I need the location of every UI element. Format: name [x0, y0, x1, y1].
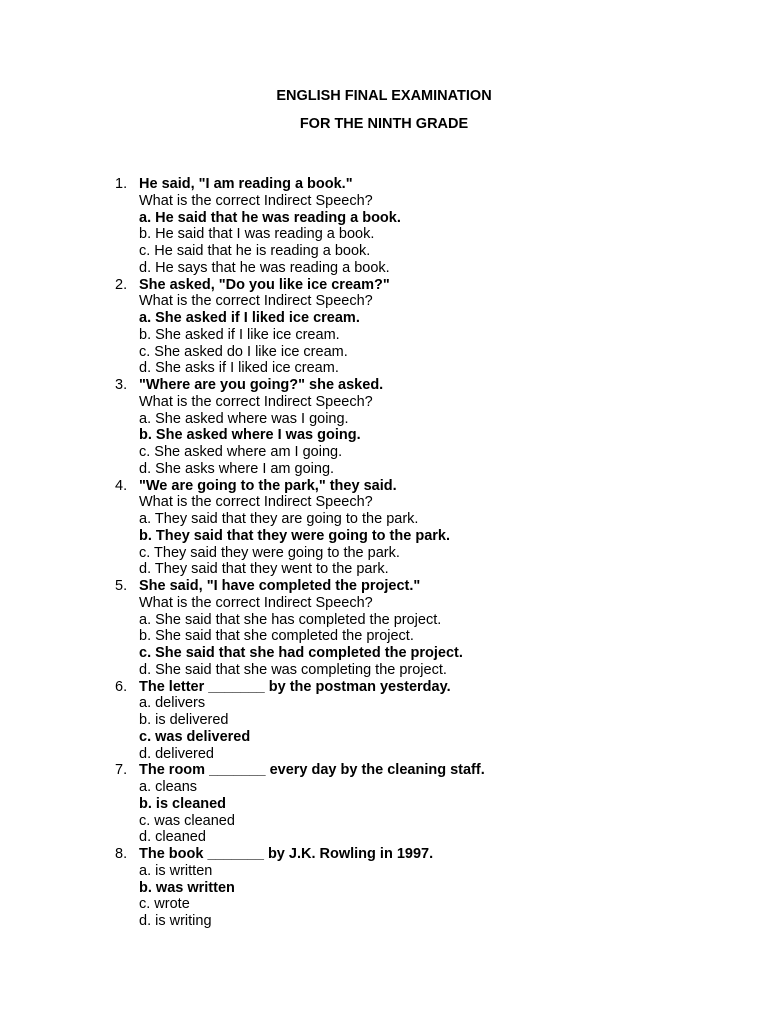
question-number: 5. [115, 578, 128, 594]
document-subtitle: FOR THE NINTH GRADE [299, 116, 469, 132]
answer-option-correct: b. They said that they were going to the park. [139, 527, 450, 544]
question-number: 3. [115, 377, 128, 393]
question-instruction: What is the correct Indirect Speech? [139, 192, 373, 209]
question-instruction: What is the correct Indirect Speech? [139, 494, 373, 511]
question-item [111, 762, 485, 846]
question-prompt: She asked, "Do you like ice cream?" [139, 276, 390, 293]
question-item [111, 277, 485, 378]
answer-option: c. They said they were going to the park. [139, 544, 400, 561]
question-instruction: What is the correct Indirect Speech? [139, 594, 373, 611]
answer-option: b. He said that I was reading a book. [139, 226, 375, 243]
question-prompt: The book _______ by J.K. Rowling in 1997. [139, 846, 434, 862]
answer-option: c. wrote [139, 896, 190, 913]
question-prompt: The letter _______ by the postman yesterday. [139, 678, 451, 695]
answer-option: d. She said that she was completing the project. [139, 661, 447, 678]
question-item [111, 176, 485, 277]
answer-option: b. She said that she completed the project. [139, 628, 414, 645]
answer-option: d. delivered [139, 745, 214, 762]
question-list [111, 176, 485, 930]
answer-option-correct: a. She asked if I liked ice cream. [139, 310, 360, 326]
question-number: 4. [115, 477, 128, 494]
question-prompt: "Where are you going?" she asked. [139, 377, 384, 393]
answer-option-correct: a. He said that he was reading a book. [139, 209, 401, 226]
question-item [111, 679, 485, 763]
document-title: ENGLISH FINAL EXAMINATION [276, 88, 492, 104]
answer-option: c. She asked do I like ice cream. [139, 343, 348, 360]
question-prompt: "We are going to the park," they said. [139, 477, 397, 494]
answer-option: d. cleaned [139, 829, 206, 846]
answer-option: c. She asked where am I going. [139, 444, 343, 460]
answer-option: a. They said that they are going to the park. [139, 511, 419, 527]
question-item [111, 377, 485, 478]
question-item [111, 846, 485, 930]
question-prompt: The room _______ every day by the cleaning staff. [139, 762, 485, 779]
answer-option-correct: c. She said that she had completed the project. [139, 645, 463, 661]
question-number: 8. [115, 846, 128, 862]
answer-option-correct: c. was delivered [139, 728, 251, 745]
answer-option: a. delivers [139, 695, 206, 712]
answer-option: d. They said that they went to the park. [139, 561, 389, 578]
question-number: 7. [115, 762, 128, 779]
answer-option-correct: b. She asked where I was going. [139, 427, 361, 444]
question-item [111, 578, 485, 679]
answer-option: a. is written [139, 862, 213, 879]
question-instruction: What is the correct Indirect Speech? [139, 293, 373, 310]
answer-option: d. She asks where I am going. [139, 460, 335, 477]
question-number: 6. [115, 678, 128, 695]
answer-option: d. is writing [139, 913, 212, 929]
answer-option: a. She said that she has completed the project. [139, 611, 442, 628]
answer-option: a. She asked where was I going. [139, 410, 349, 427]
question-prompt: He said, "I am reading a book." [139, 176, 353, 192]
answer-option-correct: b. was written [139, 879, 235, 896]
answer-option: b. is delivered [139, 712, 229, 728]
question-number: 2. [115, 276, 128, 293]
answer-option: b. She asked if I like ice cream. [139, 326, 340, 343]
answer-option: d. She asks if I liked ice cream. [139, 360, 339, 377]
answer-option: c. was cleaned [139, 812, 235, 829]
answer-option: d. He says that he was reading a book. [139, 259, 390, 276]
question-instruction: What is the correct Indirect Speech? [139, 393, 373, 410]
question-prompt: She said, "I have completed the project." [139, 578, 421, 594]
question-number: 1. [115, 176, 128, 192]
question-item [111, 478, 485, 579]
answer-option: a. cleans [139, 779, 198, 795]
answer-option: c. He said that he is reading a book. [139, 243, 371, 259]
answer-option-correct: b. is cleaned [139, 795, 227, 812]
